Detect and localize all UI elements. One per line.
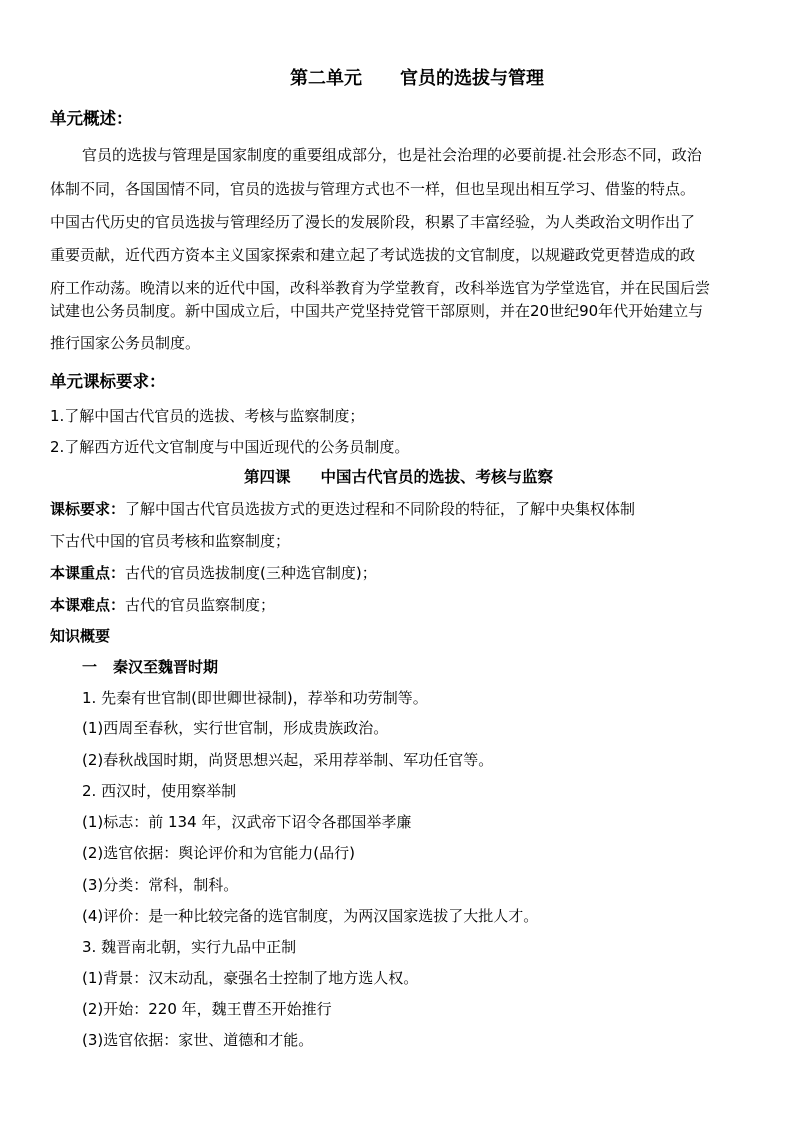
- unit-number: 第二单元: [290, 68, 362, 89]
- body-line: (1)标志：前 134 年，汉武帝下诏令各郡国举孝廉: [82, 813, 412, 831]
- requirements-heading: 单元课标要求：: [50, 372, 166, 391]
- difficulty-label: 本课难点：: [50, 596, 126, 614]
- summary-heading: 知识概要: [50, 627, 111, 645]
- body-line: (4)评价：是一种比较完备的选官制度，为两汉国家选拔了大批人才。: [82, 907, 539, 925]
- requirement-item: 1.了解中国古代官员的选拔、考核与监察制度；: [50, 407, 365, 425]
- overview-line: 官员的选拔与管理是国家制度的重要组成部分，也是社会治理的必要前提.社会形态不同，政治: [82, 146, 702, 164]
- section-number: 一: [82, 658, 98, 676]
- lesson-name: 中国古代官员的选拔、考核与监察: [320, 468, 554, 486]
- body-line: (2)选官依据：舆论评价和为官能力(品行): [82, 844, 355, 862]
- unit-name: 官员的选拔与管理: [400, 68, 544, 89]
- difficulty-text: 古代的官员监察制度；: [125, 596, 276, 614]
- body-line: 3. 魏晋南北朝，实行九品中正制: [82, 938, 297, 956]
- body-line: (2)春秋战国时期，尚贤思想兴起，采用荐举制、军功任官等。: [82, 751, 494, 769]
- standard-label: 课标要求：: [50, 500, 126, 518]
- body-line: (3)选官依据：家世、道德和才能。: [82, 1031, 314, 1049]
- overview-line: 中国古代历史的官员选拔与管理经历了漫长的发展阶段，积累了丰富经验，为人类政治文明作出了: [50, 213, 696, 231]
- overview-line: 重要贡献，近代西方资本主义国家探索和建立起了考试选拔的文官制度，以规避政党更替造成的政: [50, 246, 696, 264]
- difficulty-line: [50, 595, 275, 615]
- standard-line: [50, 499, 635, 519]
- requirement-item: 2.了解西方近代文官制度与中国近现代的公务员制度。: [50, 438, 410, 456]
- standard-text: 了解中国古代官员选拔方式的更迭过程和不同阶段的特征，了解中央集权体制: [125, 500, 636, 518]
- section-title: 秦汉至魏晋时期: [113, 658, 219, 676]
- overview-line: 试建也公务员制度。新中国成立后，中国共产党坚持党管干部原则，并在20世纪90年代开始建立与: [50, 302, 704, 320]
- key-point-label: 本课重点：: [50, 564, 126, 582]
- body-line: 1. 先秦有世官制(即世卿世禄制)，荐举和功劳制等。: [82, 689, 428, 707]
- body-line: (2)开始：220 年，魏王曹丕开始推行: [82, 1000, 332, 1018]
- overview-line: 府工作动荡。晚清以来的近代中国，改科举教育为学堂教育，改科举选官为学堂选官，并在民国后尝: [50, 279, 711, 297]
- body-line: (1)西周至春秋，实行世官制，形成贵族政治。: [82, 719, 389, 737]
- unit-title: [290, 67, 544, 91]
- key-point-text: 古代的官员选拔制度(三种选官制度)；: [125, 564, 377, 582]
- standard-line-2: 下古代中国的官员考核和监察制度；: [50, 532, 291, 550]
- overview-line: 体制不同，各国国情不同，官员的选拔与管理方式也不一样，但也呈现出相互学习、借鉴的特点。: [50, 180, 696, 198]
- body-line: 2. 西汉时，使用察举制: [82, 782, 237, 800]
- overview-line: 推行国家公务员制度。: [50, 334, 201, 352]
- lesson-title: [244, 466, 553, 488]
- section-heading: [82, 657, 218, 677]
- key-point-line: [50, 563, 377, 583]
- body-line: (1)背景：汉末动乱，豪强名士控制了地方选人权。: [82, 969, 419, 987]
- overview-heading: 单元概述：: [50, 109, 133, 128]
- lesson-number: 第四课: [244, 468, 291, 486]
- body-line: (3)分类：常科，制科。: [82, 876, 239, 894]
